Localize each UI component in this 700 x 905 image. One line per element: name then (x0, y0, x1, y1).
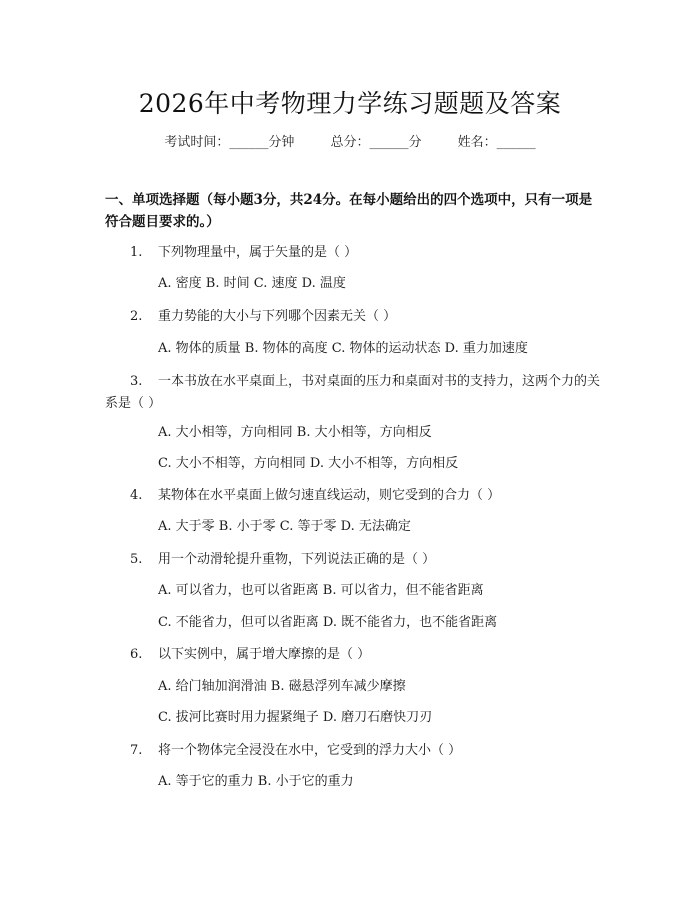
question-2 (105, 306, 600, 328)
question-4 (105, 485, 600, 507)
name-field: 姓名：______ (457, 135, 536, 150)
question-text: 一本书放在水平桌面上，书对桌面的压力和桌面对书的支持力，这两个力的关系是（ ） (105, 374, 601, 411)
question-number: 4. (130, 488, 143, 503)
question-number: 3. (130, 374, 143, 389)
question-7 (105, 740, 600, 762)
question-number: 6. (130, 647, 143, 662)
question-text: 重力势能的大小与下列哪个因素无关（ ） (158, 309, 397, 324)
question-number: 7. (130, 743, 143, 758)
question-3-options-line-2: C. 大小不相等，方向相同 D. 大小不相等，方向相反 (158, 456, 459, 471)
question-5 (105, 549, 600, 571)
question-1-options: A. 密度 B. 时间 C. 速度 D. 温度 (158, 276, 346, 291)
question-6-options-line-1: A. 给门轴加润滑油 B. 磁悬浮列车减少摩擦 (158, 679, 406, 694)
question-text: 某物体在水平桌面上做匀速直线运动，则它受到的合力（ ） (158, 488, 501, 503)
question-5-options-line-1: A. 可以省力，也可以省距离 B. 可以省力，但不能省距离 (158, 583, 484, 598)
page-title: 2026年中考物理力学练习题题及答案 (138, 89, 562, 118)
section-heading: 一、单项选择题（每小题3分，共24分。在每小题给出的四个选项中，只有一项是符合题目要求的。） (105, 192, 593, 230)
question-text: 下列物理量中，属于矢量的是（ ） (158, 245, 358, 260)
question-6 (105, 644, 600, 666)
question-number: 1. (130, 245, 143, 260)
question-text: 用一个动滑轮提升重物，下列说法正确的是（ ） (158, 552, 436, 567)
question-text: 以下实例中，属于增大摩擦的是（ ） (158, 647, 371, 662)
question-3 (105, 371, 600, 415)
question-7-options: A. 等于它的重力 B. 小于它的重力 (158, 774, 354, 789)
question-4-options: A. 大于零 B. 小于零 C. 等于零 D. 无法确定 (158, 519, 411, 534)
question-number: 5. (130, 552, 143, 567)
question-1 (105, 242, 600, 264)
question-5-options-line-2: C. 不能省力，但可以省距离 D. 既不能省力，也不能省距离 (158, 615, 498, 630)
question-number: 2. (130, 309, 143, 324)
question-text: 将一个物体完全浸没在水中，它受到的浮力大小（ ） (158, 743, 462, 758)
question-2-options: A. 物体的质量 B. 物体的高度 C. 物体的运动状态 D. 重力加速度 (158, 341, 528, 356)
question-6-options-line-2: C. 拔河比赛时用力握紧绳子 D. 磨刀石磨快刀刃 (158, 710, 433, 725)
exam-time-field: 考试时间：______分钟 (164, 135, 295, 150)
total-score-field: 总分：______分 (330, 135, 422, 150)
question-3-options-line-1: A. 大小相等，方向相同 B. 大小相等，方向相反 (158, 425, 432, 440)
exam-meta-line (0, 131, 700, 150)
